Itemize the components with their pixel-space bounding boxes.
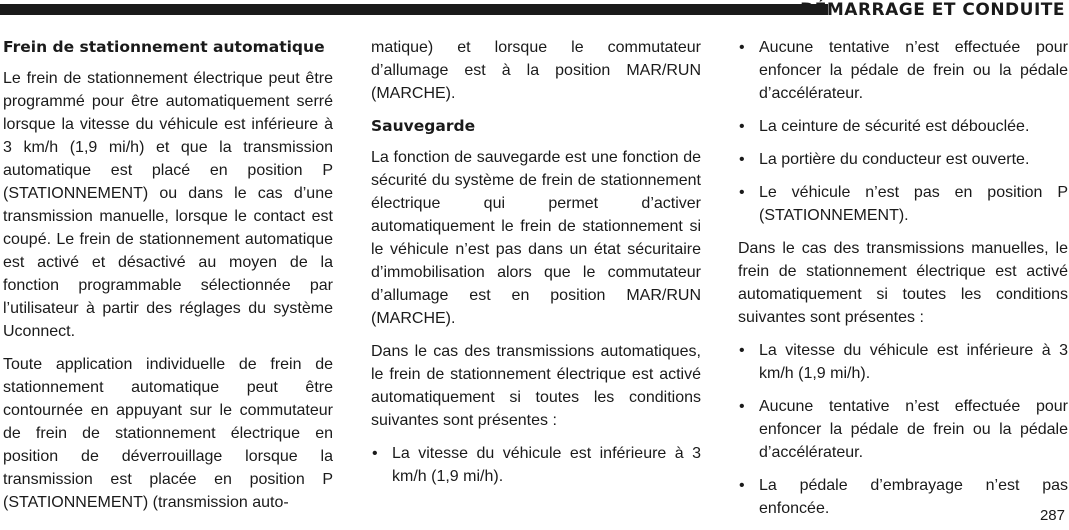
- paragraph: Dans le cas des transmissions manuelles, le frein de stationnement électrique est activé automatiquement si toutes les conditions suivantes sont présentes :: [738, 240, 1068, 326]
- paragraph: Toute application individuelle de frein de stationnement automatique peut être contournée en appuyant sur le commutateur de frein de stationnement électrique en position de déverrouillage lorsque la transmission est placée en position P (STATIONNEMENT) (transmission auto-: [3, 356, 333, 511]
- list-item: • La vitesse du véhicule est inférieure à 3 km/h (1,9 mi/h).: [371, 442, 701, 488]
- paragraph: La fonction de sauvegarde est une fonction de sécurité du système de frein de stationnement électrique qui permet d’activer automatiquement le frein de stationnement si le véhicule n’est pas dans un état sécuritaire d’immobilisation alors que le commutateur d’allumage est en position MAR/RUN (MARCHE).: [371, 149, 701, 327]
- bullet-list: [738, 36, 1068, 227]
- paragraph: matique) et lorsque le commutateur d’allumage est à la position MAR/RUN (MARCHE).: [371, 39, 701, 102]
- column-2: [371, 36, 701, 498]
- bullet-list: [371, 442, 701, 488]
- list-item: • Aucune tentative n’est effectuée pour enfoncer la pédale de frein ou la pédale d’accélérateur.: [738, 395, 1068, 464]
- section-title: DÉMARRAGE ET CONDUITE: [800, 0, 1065, 20]
- paragraph: Dans le cas des transmissions automatiques, le frein de stationnement électrique est activé automatiquement si toutes les conditions suivantes sont présentes :: [371, 343, 701, 429]
- list-item: • Aucune tentative n’est effectuée pour enfoncer la pédale de frein ou la pédale d’accélérateur.: [738, 36, 1068, 105]
- header-bar: [0, 4, 828, 15]
- page-number: 287: [1039, 507, 1065, 524]
- heading-automatic-parking-brake: Frein de stationnement automatique: [3, 38, 325, 56]
- column-3: [738, 36, 1068, 530]
- list-item: • Le véhicule n’est pas en position P (STATIONNEMENT).: [738, 181, 1068, 227]
- bullet-list: [738, 339, 1068, 520]
- column-1: [3, 36, 333, 524]
- heading-safeguard: Sauvegarde: [371, 117, 476, 135]
- list-item: • La pédale d’embrayage n’est pas enfoncée.: [738, 474, 1068, 520]
- list-item: • La ceinture de sécurité est débouclée.: [738, 115, 1068, 138]
- paragraph: Le frein de stationnement électrique peut être programmé pour être automatiquement serré lorsque la vitesse du véhicule est inférieure à 3 km/h (1,9 mi/h) et que la transmission automatique est placé en position P (STATIONNEMENT) ou dans le cas d’une transmission manuelle, lorsque le contact est coupé. Le frein de stationnement automatique est activé et désactivé au moyen de la fonction programmable sélectionnée par l’utilisateur à partir des réglages du système Uconnect.: [3, 70, 333, 340]
- list-item: • La portière du conducteur est ouverte.: [738, 148, 1068, 171]
- list-item: • La vitesse du véhicule est inférieure à 3 km/h (1,9 mi/h).: [738, 339, 1068, 385]
